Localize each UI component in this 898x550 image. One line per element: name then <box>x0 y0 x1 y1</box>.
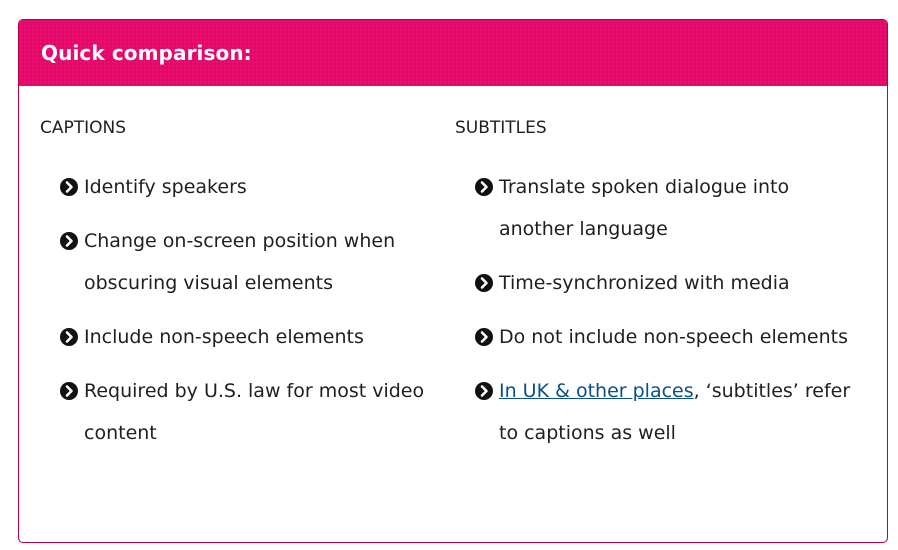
card-header <box>19 20 887 86</box>
captions-heading: CAPTIONS <box>40 118 127 138</box>
list-item <box>455 370 865 454</box>
uk-other-places-link[interactable]: In UK & other places <box>499 380 694 402</box>
circle-chevron-right-icon <box>475 382 493 400</box>
circle-chevron-right-icon <box>60 232 78 250</box>
list-item-text: Include non-speech elements <box>84 326 364 348</box>
list-item <box>455 262 865 304</box>
list-item-text: Change on-screen position when obscuring visual elements <box>84 230 396 294</box>
list-item-text: Do not include non-speech elements <box>499 326 849 348</box>
circle-chevron-right-icon <box>475 178 493 196</box>
list-item <box>455 316 865 358</box>
list-item-text: Time-synchronized with media <box>499 272 790 294</box>
list-item-text: Identify speakers <box>84 176 247 198</box>
comparison-card <box>18 19 888 543</box>
circle-chevron-right-icon <box>475 274 493 292</box>
circle-chevron-right-icon <box>60 328 78 346</box>
subtitles-heading: SUBTITLES <box>455 118 547 138</box>
list-item <box>455 166 865 250</box>
captions-list <box>40 166 440 454</box>
circle-chevron-right-icon <box>475 328 493 346</box>
list-item <box>40 370 440 454</box>
list-item-text: , ‘subtitles’ refer to captions as well <box>499 380 851 444</box>
circle-chevron-right-icon <box>60 178 78 196</box>
captions-column <box>40 120 440 466</box>
subtitles-column <box>455 120 865 466</box>
circle-chevron-right-icon <box>60 382 78 400</box>
list-item <box>40 316 440 358</box>
list-item-text: Translate spoken dialogue into another language <box>499 176 790 240</box>
card-title: Quick comparison: <box>41 41 252 65</box>
list-item-text: Required by U.S. law for most video content <box>84 380 425 444</box>
subtitles-list <box>455 166 865 454</box>
list-item <box>40 220 440 304</box>
list-item <box>40 166 440 208</box>
